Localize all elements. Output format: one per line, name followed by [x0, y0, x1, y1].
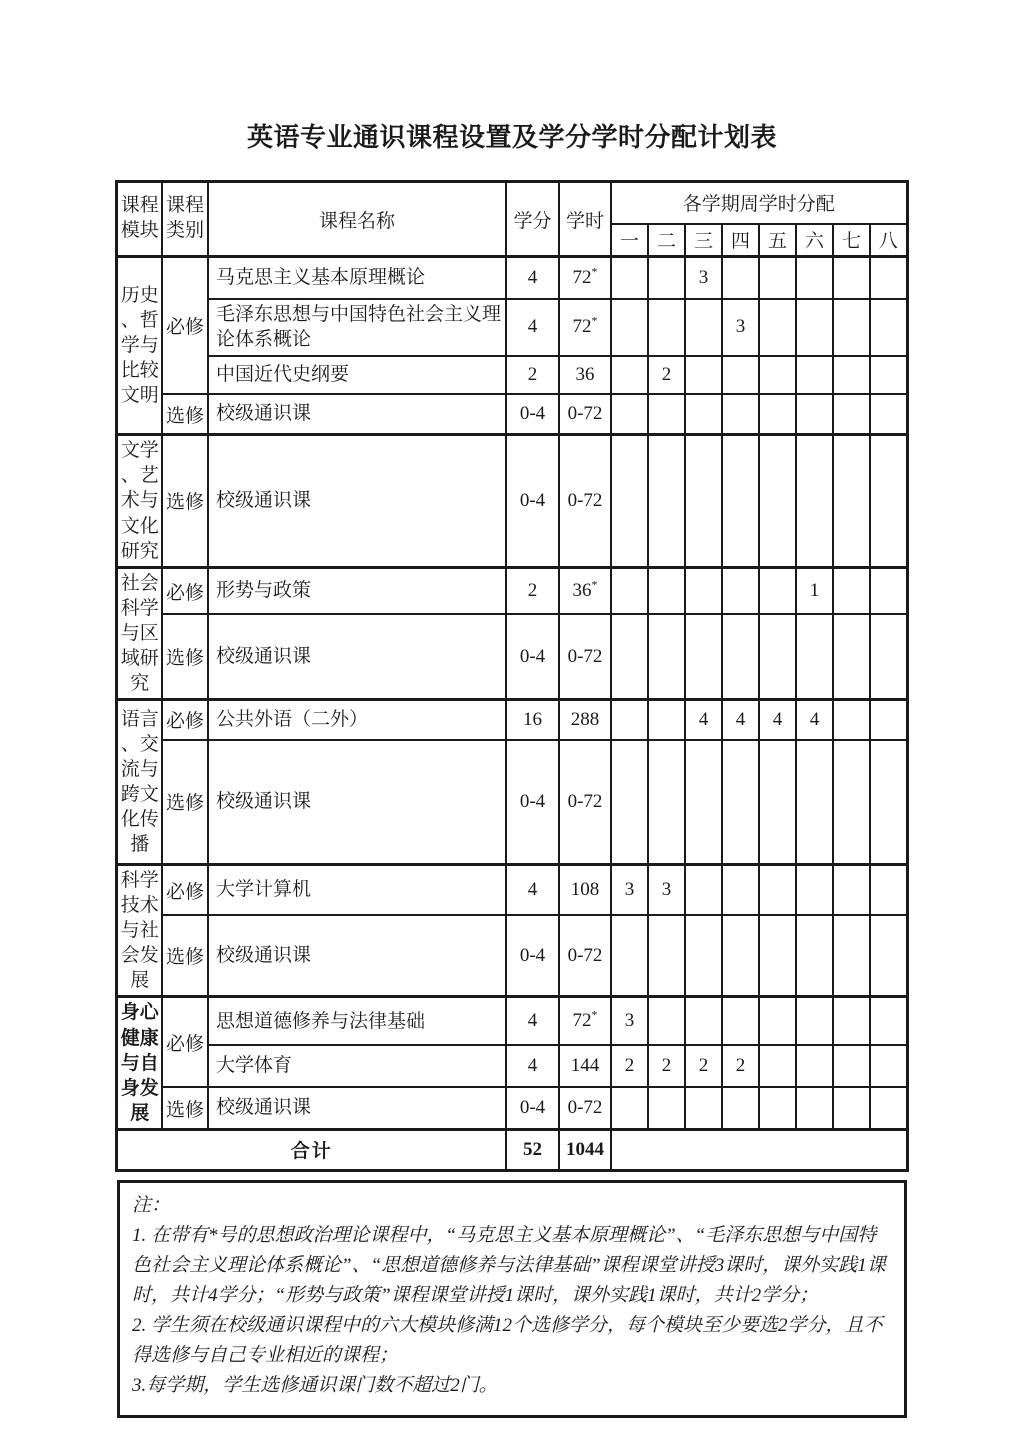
module-cell: 文学、艺术与文化研究 [117, 435, 162, 567]
semester-cell: 4 [759, 700, 796, 740]
semester-cell [833, 740, 870, 865]
semester-cell [870, 700, 907, 740]
semester-cell [796, 356, 833, 394]
semester-cell: 1 [796, 567, 833, 614]
semester-cell [870, 1045, 907, 1087]
page-title: 英语专业通识课程设置及学分学时分配计划表 [246, 122, 777, 152]
semester-cell [870, 257, 907, 299]
semester-cell [759, 915, 796, 997]
semester-cell [722, 257, 759, 299]
hours-cell [559, 299, 611, 356]
semester-cell [870, 865, 907, 916]
credits-cell: 2 [506, 356, 559, 394]
semester-cell [833, 865, 870, 916]
category-cell: 选修 [162, 740, 208, 865]
semester-cell [833, 1087, 870, 1129]
course-cell: 大学计算机 [208, 865, 506, 916]
notes [117, 1180, 907, 1418]
credits-cell: 4 [506, 865, 559, 916]
hours-cell [559, 700, 611, 740]
hours-value: 36 [572, 580, 592, 602]
semester-cell: 4 [685, 700, 722, 740]
course-cell: 思想道德修养与法律基础 [208, 997, 506, 1045]
course-cell: 中国近代史纲要 [208, 356, 506, 394]
semester-cell [611, 700, 648, 740]
semester-cell [648, 394, 685, 435]
semester-cell [685, 915, 722, 997]
category-cell: 选修 [162, 394, 208, 435]
category-cell: 必修 [162, 700, 208, 740]
semester-cell [685, 356, 722, 394]
semester-cell [833, 614, 870, 699]
credits-cell: 4 [506, 997, 559, 1045]
semester-cell [722, 435, 759, 567]
semester-cell [870, 356, 907, 394]
header-credits: 学分 [506, 182, 559, 257]
table-row [117, 740, 907, 865]
hours-value: 0-72 [567, 403, 603, 425]
semester-cell [796, 394, 833, 435]
semester-cell [759, 865, 796, 916]
module-cell: 科学技术与社会发展 [117, 865, 162, 997]
hours-value: 72 [572, 266, 592, 288]
semester-cell [759, 997, 796, 1045]
semester-cell: 3 [685, 257, 722, 299]
module-cell: 身心健康与自身发展 [117, 997, 162, 1129]
semester-cell [722, 915, 759, 997]
semester-cell [796, 299, 833, 356]
hours-value: 0-72 [567, 1097, 603, 1119]
semester-cell [796, 915, 833, 997]
semester-cell [833, 394, 870, 435]
header-sem-1: 一 [611, 224, 648, 257]
credits-cell: 0-4 [506, 915, 559, 997]
category-cell: 必修 [162, 567, 208, 614]
semester-cell [648, 257, 685, 299]
header-sem-3: 三 [685, 224, 722, 257]
credits-cell: 0-4 [506, 740, 559, 865]
semester-cell [833, 567, 870, 614]
semester-cell [796, 740, 833, 865]
header-module: 课程模块 [117, 182, 162, 257]
semester-cell [796, 257, 833, 299]
semester-cell [759, 1045, 796, 1087]
asterisk-note: * [591, 314, 598, 328]
semester-cell [722, 1087, 759, 1129]
header-sem-6: 六 [796, 224, 833, 257]
hours-value: 108 [570, 879, 600, 901]
total-semester-cell [611, 1129, 907, 1170]
semester-cell [685, 299, 722, 356]
course-cell: 校级通识课 [208, 1087, 506, 1129]
semester-cell [870, 567, 907, 614]
semester-cell [685, 997, 722, 1045]
semester-cell [796, 1087, 833, 1129]
course-cell: 大学体育 [208, 1045, 506, 1087]
course-table [115, 180, 908, 1172]
semester-cell [759, 257, 796, 299]
semester-cell [833, 997, 870, 1045]
semester-cell [611, 915, 648, 997]
hours-cell [559, 915, 611, 997]
hours-value: 0-72 [567, 489, 603, 511]
category-cell: 选修 [162, 915, 208, 997]
total-hours-cell: 1044 [559, 1129, 611, 1170]
asterisk-note: * [591, 1008, 598, 1022]
semester-cell [796, 865, 833, 916]
semester-cell [611, 356, 648, 394]
semester-cell [722, 740, 759, 865]
semester-cell [833, 915, 870, 997]
hours-cell [559, 614, 611, 699]
hours-cell [559, 567, 611, 614]
semester-cell [648, 435, 685, 567]
table-row [117, 997, 907, 1045]
semester-cell [648, 997, 685, 1045]
semester-cell [870, 740, 907, 865]
table-row [117, 394, 907, 435]
table-row [117, 299, 907, 356]
table-row [117, 435, 907, 567]
header-sem-4: 四 [722, 224, 759, 257]
module-cell: 语言、交流与跨文化传播 [117, 700, 162, 865]
semester-cell [833, 700, 870, 740]
semester-cell [611, 394, 648, 435]
semester-cell [648, 700, 685, 740]
header-course: 课程名称 [208, 182, 506, 257]
hours-cell [559, 865, 611, 916]
hours-cell [559, 435, 611, 567]
hours-cell [559, 394, 611, 435]
semester-cell [611, 299, 648, 356]
table-row [117, 257, 907, 299]
semester-cell: 3 [611, 865, 648, 916]
hours-cell [559, 356, 611, 394]
course-cell: 校级通识课 [208, 915, 506, 997]
header-semester-group: 各学期周学时分配 [611, 182, 907, 224]
note-item: 3.每学期，学生选修通识课门数不超过2门。 [132, 1374, 498, 1396]
semester-cell [648, 1087, 685, 1129]
semester-cell [722, 997, 759, 1045]
semester-cell [870, 1087, 907, 1129]
course-cell: 毛泽东思想与中国特色社会主义理论体系概论 [208, 299, 506, 356]
semester-cell [722, 356, 759, 394]
credits-cell: 0-4 [506, 394, 559, 435]
semester-cell [648, 915, 685, 997]
semester-cell [648, 567, 685, 614]
hours-cell [559, 257, 611, 299]
category-cell: 选修 [162, 435, 208, 567]
semester-cell [611, 435, 648, 567]
semester-cell [611, 1087, 648, 1129]
semester-cell [833, 435, 870, 567]
total-credits-cell: 52 [506, 1129, 559, 1170]
course-cell: 形势与政策 [208, 567, 506, 614]
header-category: 课程类别 [162, 182, 208, 257]
course-cell: 马克思主义基本原理概论 [208, 257, 506, 299]
semester-cell [722, 567, 759, 614]
course-cell: 校级通识课 [208, 435, 506, 567]
semester-cell [611, 614, 648, 699]
hours-value: 288 [570, 708, 600, 730]
hours-cell [559, 740, 611, 865]
semester-cell [759, 435, 796, 567]
semester-cell: 2 [648, 1045, 685, 1087]
semester-cell [870, 915, 907, 997]
hours-value: 0-72 [567, 790, 603, 812]
note-item: 1. 在带有*号的思想政治理论课程中，“马克思主义基本原理概论”、“毛泽东思想与中国特色社会主义理论体系概论”、“思想道德修养与法律基础”课程课堂讲授3课时，课外实践1课时，共计4学分；“形势与政策”课程课堂讲授1课时，课外实践1课时，共计2学分； [132, 1224, 886, 1306]
semester-cell [722, 394, 759, 435]
asterisk-note: * [591, 578, 598, 592]
hours-value: 72 [572, 316, 592, 338]
category-cell: 必修 [162, 997, 208, 1087]
header-row-1 [117, 182, 907, 224]
semester-cell [796, 435, 833, 567]
semester-cell [870, 997, 907, 1045]
semester-cell: 4 [722, 700, 759, 740]
module-cell: 历史、哲学与比较文明 [117, 257, 162, 435]
semester-cell [833, 1045, 870, 1087]
notes-label: 注： [132, 1194, 171, 1216]
semester-cell: 2 [648, 356, 685, 394]
semester-cell [833, 356, 870, 394]
table-row [117, 567, 907, 614]
course-cell: 校级通识课 [208, 394, 506, 435]
semester-cell [833, 299, 870, 356]
hours-cell [559, 1087, 611, 1129]
hours-value: 0-72 [567, 645, 603, 667]
semester-cell [685, 435, 722, 567]
hours-value: 36 [575, 363, 595, 385]
course-cell: 公共外语（二外） [208, 700, 506, 740]
header-sem-2: 二 [648, 224, 685, 257]
semester-cell [759, 740, 796, 865]
credits-cell: 4 [506, 299, 559, 356]
category-cell: 必修 [162, 865, 208, 916]
semester-cell [611, 567, 648, 614]
semester-cell [648, 614, 685, 699]
semester-cell: 4 [796, 700, 833, 740]
semester-cell [870, 299, 907, 356]
semester-cell: 2 [611, 1045, 648, 1087]
semester-cell: 3 [648, 865, 685, 916]
semester-cell [759, 394, 796, 435]
table-row [117, 614, 907, 699]
header-hours: 学时 [559, 182, 611, 257]
asterisk-note: * [591, 265, 598, 279]
semester-cell: 2 [685, 1045, 722, 1087]
course-cell: 校级通识课 [208, 740, 506, 865]
table-row [117, 865, 907, 916]
semester-cell: 2 [722, 1045, 759, 1087]
credits-cell: 0-4 [506, 1087, 559, 1129]
category-cell: 选修 [162, 614, 208, 699]
semester-cell [611, 257, 648, 299]
note-item: 2. 学生须在校级通识课程中的六大模块修满12个选修学分，每个模块至少要选2学分，且不得选修与自己专业相近的课程； [132, 1314, 883, 1366]
credits-cell: 16 [506, 700, 559, 740]
hours-value: 72 [572, 1010, 592, 1032]
semester-cell [611, 740, 648, 865]
semester-cell [648, 299, 685, 356]
semester-cell: 3 [611, 997, 648, 1045]
semester-cell [685, 865, 722, 916]
credits-cell: 0-4 [506, 435, 559, 567]
semester-cell [796, 614, 833, 699]
semester-cell [685, 394, 722, 435]
semester-cell [833, 257, 870, 299]
header-sem-8: 八 [870, 224, 907, 257]
semester-cell [870, 394, 907, 435]
table-row [117, 1087, 907, 1129]
hours-cell [559, 1045, 611, 1087]
table-row [117, 700, 907, 740]
total-row [117, 1129, 907, 1170]
semester-cell [685, 740, 722, 865]
table-row [117, 1045, 907, 1087]
semester-cell [759, 614, 796, 699]
semester-cell [685, 614, 722, 699]
semester-cell [759, 356, 796, 394]
category-cell: 必修 [162, 257, 208, 394]
header-sem-5: 五 [759, 224, 796, 257]
category-cell: 选修 [162, 1087, 208, 1129]
total-label-cell: 合计 [117, 1129, 506, 1170]
semester-cell [796, 997, 833, 1045]
table-row [117, 356, 907, 394]
semester-cell [722, 614, 759, 699]
semester-cell [759, 567, 796, 614]
header-sem-7: 七 [833, 224, 870, 257]
module-cell: 社会科学与区域研究 [117, 567, 162, 699]
semester-cell [870, 435, 907, 567]
credits-cell: 4 [506, 257, 559, 299]
semester-cell [685, 567, 722, 614]
semester-cell [648, 740, 685, 865]
credits-cell: 0-4 [506, 614, 559, 699]
semester-cell [759, 299, 796, 356]
course-cell: 校级通识课 [208, 614, 506, 699]
hours-value: 144 [570, 1055, 600, 1077]
semester-cell [759, 1087, 796, 1129]
semester-cell [685, 1087, 722, 1129]
credits-cell: 2 [506, 567, 559, 614]
semester-cell [722, 865, 759, 916]
table-row [117, 915, 907, 997]
credits-cell: 4 [506, 1045, 559, 1087]
semester-cell [796, 1045, 833, 1087]
semester-cell [870, 614, 907, 699]
hours-cell [559, 997, 611, 1045]
hours-value: 0-72 [567, 944, 603, 966]
semester-cell: 3 [722, 299, 759, 356]
